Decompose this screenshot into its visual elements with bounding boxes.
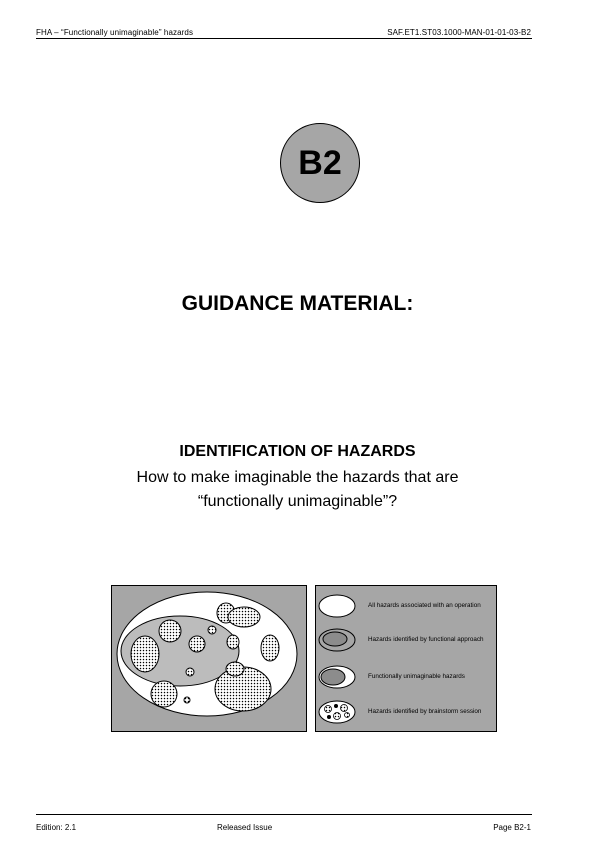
header-document-reference: SAF.ET1.ST03.1000-MAN-01-01-03-B2 [387, 28, 531, 37]
brainstorm-blob [226, 662, 244, 676]
brainstorm-blob [159, 620, 181, 642]
legend-label: All hazards associated with an operation [368, 602, 481, 609]
legend-item [316, 662, 496, 692]
section-heading: IDENTIFICATION OF HAZARDS [179, 443, 416, 460]
brainstorm-blob [208, 626, 216, 634]
footer-page-number: Page B2-1 [493, 823, 531, 832]
hazard-diagram [111, 585, 497, 732]
brainstorm-blob [228, 607, 260, 627]
page-title: GUIDANCE MATERIAL: [181, 292, 414, 315]
white-ellipse-icon [316, 591, 358, 621]
brainstorm-blob [189, 636, 205, 652]
grey-ellipse-icon [316, 625, 358, 655]
brainstorm-blob [131, 636, 159, 672]
brainstorm-blob [186, 668, 194, 676]
legend-label: Hazards identified by functional approach [368, 636, 484, 643]
brainstorm-blob [261, 635, 279, 661]
hazard-diagram-panel [111, 585, 307, 732]
footer-edition: Edition: 2.1 [36, 823, 77, 832]
hazard-legend [315, 585, 497, 732]
legend-label: Functionally unimaginable hazards [368, 673, 465, 680]
dotted-ellipse-icon [316, 697, 358, 727]
brainstorm-blob [215, 667, 271, 711]
section-subtitle-line-1: How to make imaginable the hazards that are [136, 469, 459, 486]
legend-item [316, 697, 496, 727]
brainstorm-blob [151, 681, 177, 707]
header-rule [36, 38, 532, 39]
legend-item [316, 591, 496, 621]
section-badge-label: B2 [298, 143, 342, 182]
outlined-ellipse-icon [316, 662, 358, 692]
footer-status: Released Issue [217, 823, 273, 832]
legend-label: Hazards identified by brainstorm session [368, 708, 482, 715]
hazard-venn-graphic [112, 586, 306, 731]
section-subtitle-line-2: “functionally unimaginable”? [197, 493, 398, 510]
section-badge [280, 123, 360, 203]
header-left-text: FHA – “Functionally unimaginable” hazards [36, 28, 194, 37]
legend-item [316, 625, 496, 655]
footer-rule [36, 814, 532, 815]
brainstorm-blob [184, 697, 190, 703]
brainstorm-blob [227, 635, 239, 649]
